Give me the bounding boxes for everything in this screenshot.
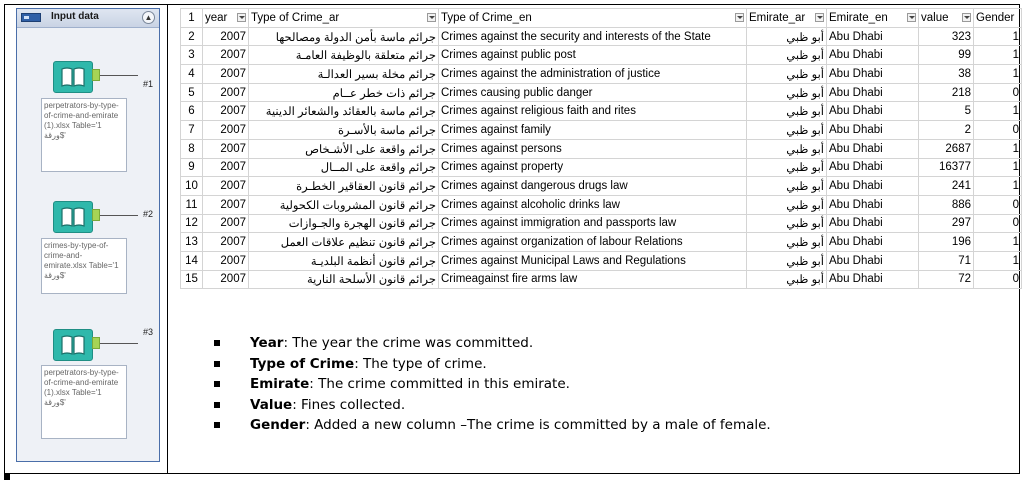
cell-type-en[interactable]: Crimes against Municipal Laws and Regulations: [439, 251, 747, 270]
cell-emirate-en[interactable]: Abu Dhabi: [827, 27, 919, 46]
cell-emirate-ar[interactable]: أبو ظبي: [747, 102, 827, 121]
table-row: [181, 270, 1022, 289]
cell-type-en[interactable]: Crimes causing public danger: [439, 83, 747, 102]
cell-emirate-ar[interactable]: أبو ظبي: [747, 46, 827, 65]
header-gender[interactable]: Gender: [974, 9, 1022, 28]
header-emirate-en[interactable]: [827, 9, 919, 28]
note-item: [210, 354, 771, 375]
container-header[interactable]: [17, 9, 159, 28]
cell-year[interactable]: 2007: [203, 270, 249, 289]
cell-emirate-ar[interactable]: أبو ظبي: [747, 158, 827, 177]
cell-emirate-ar[interactable]: أبو ظبي: [747, 195, 827, 214]
cell-value[interactable]: 241: [919, 177, 974, 196]
table-row: [181, 27, 1022, 46]
cell-type-ar[interactable]: جرائم ماسة بأمن الدولة ومصالحها: [249, 27, 439, 46]
header-value[interactable]: [919, 9, 974, 28]
cell-type-en[interactable]: Crimes against religious faith and rites: [439, 102, 747, 121]
bullet-icon: [214, 340, 220, 346]
table-row: [181, 102, 1022, 121]
row-number[interactable]: 12: [181, 214, 203, 233]
tool-tag: #3: [143, 327, 154, 337]
note-description: : Fines collected.: [292, 396, 406, 413]
note-item: [210, 415, 771, 436]
cell-emirate-en[interactable]: Abu Dhabi: [827, 158, 919, 177]
cell-emirate-en[interactable]: Abu Dhabi: [827, 65, 919, 84]
cell-emirate-en[interactable]: Abu Dhabi: [827, 270, 919, 289]
row-number[interactable]: 1: [181, 9, 203, 28]
row-number[interactable]: 11: [181, 195, 203, 214]
cell-emirate-en[interactable]: Abu Dhabi: [827, 214, 919, 233]
chevron-up-icon: ▲: [144, 13, 153, 22]
note-description: : The year the crime was committed.: [283, 335, 534, 351]
cell-gender[interactable]: 1: [974, 233, 1022, 252]
table-row: [181, 251, 1022, 270]
bullet-icon: [214, 422, 220, 428]
row-number[interactable]: 4: [181, 65, 203, 84]
cell-type-ar[interactable]: جرائم قانون المشروبات الكحولية: [249, 195, 439, 214]
cell-type-en[interactable]: Crimes against the security and interests of the State: [439, 27, 747, 46]
cell-emirate-en[interactable]: Abu Dhabi: [827, 139, 919, 158]
cell-year[interactable]: 2007: [203, 139, 249, 158]
cell-value[interactable]: 2: [919, 121, 974, 140]
note-term: Type of Crime: [250, 355, 355, 372]
cell-type-en[interactable]: Crimes against organization of labour Relations: [439, 233, 747, 252]
cell-value[interactable]: 2687: [919, 139, 974, 158]
corner-mark: [4, 474, 10, 480]
filter-dropdown-icon[interactable]: [735, 13, 744, 22]
row-number[interactable]: 14: [181, 251, 203, 270]
bullet-icon: [214, 361, 220, 367]
cell-value[interactable]: 38: [919, 65, 974, 84]
cell-type-ar[interactable]: جرائم قانون العقاقير الخطـرة: [249, 177, 439, 196]
cell-type-ar[interactable]: جرائم ماسة بالعقائد والشعائر الدينية: [249, 102, 439, 121]
cell-year[interactable]: 2007: [203, 83, 249, 102]
cell-emirate-en[interactable]: Abu Dhabi: [827, 233, 919, 252]
cell-emirate-en[interactable]: Abu Dhabi: [827, 177, 919, 196]
note-description: : The type of crime.: [354, 355, 487, 372]
table-row: [181, 121, 1022, 140]
cell-value[interactable]: 323: [919, 27, 974, 46]
cell-value[interactable]: 71: [919, 251, 974, 270]
row-number[interactable]: 7: [181, 121, 203, 140]
header-type-en[interactable]: [439, 9, 747, 28]
frame-divider: [167, 4, 168, 474]
cell-value[interactable]: 886: [919, 195, 974, 214]
cell-type-en[interactable]: Crimes against public post: [439, 46, 747, 65]
cell-gender[interactable]: 1: [974, 251, 1022, 270]
cell-year[interactable]: 2007: [203, 27, 249, 46]
header-label: Type of Crime_en: [441, 11, 532, 24]
header-label: Emirate_en: [829, 11, 888, 24]
table-row: [181, 195, 1022, 214]
cell-emirate-ar[interactable]: أبو ظبي: [747, 65, 827, 84]
collapse-button[interactable]: [142, 11, 155, 24]
cell-gender[interactable]: 0: [974, 270, 1022, 289]
cell-type-en[interactable]: Crimes against persons: [439, 139, 747, 158]
tool-tag: #1: [143, 79, 154, 89]
book-icon[interactable]: [53, 61, 93, 93]
cell-value[interactable]: 99: [919, 46, 974, 65]
cell-type-ar[interactable]: جرائم متعلقة بالوظيفة العامـة: [249, 46, 439, 65]
cell-type-ar[interactable]: جرائم واقعة على المــال: [249, 158, 439, 177]
cell-emirate-en[interactable]: Abu Dhabi: [827, 121, 919, 140]
cell-type-ar[interactable]: جرائم مخلة بسير العدالـة: [249, 65, 439, 84]
cell-type-ar[interactable]: جرائم ذات خطر عــام: [249, 83, 439, 102]
cell-gender[interactable]: 0: [974, 121, 1022, 140]
cell-type-en[interactable]: Crimes against dangerous drugs law: [439, 177, 747, 196]
note-term: Emirate: [250, 376, 310, 392]
cell-gender[interactable]: 1: [974, 65, 1022, 84]
cell-type-ar[interactable]: جرائم قانون تنظيم علاقات العمل: [249, 233, 439, 252]
table-row: [181, 214, 1022, 233]
table-row: [181, 177, 1022, 196]
header-emirate-ar[interactable]: [747, 9, 827, 28]
output-anchor[interactable]: [92, 69, 100, 81]
cell-gender[interactable]: 0: [974, 195, 1022, 214]
table-row: [181, 233, 1022, 252]
header-label: value: [921, 11, 949, 24]
cell-emirate-ar[interactable]: أبو ظبي: [747, 83, 827, 102]
tool-caption: perpetrators-by-type-of-crime-and-emirate (1).xlsx Table='1 ورقة$': [41, 98, 127, 172]
note-description: : Added a new column –The crime is committed by a male of female.: [305, 417, 771, 433]
filter-dropdown-icon[interactable]: [962, 13, 971, 22]
note-item: [210, 333, 771, 354]
cell-emirate-en[interactable]: Abu Dhabi: [827, 102, 919, 121]
bullet-icon: [214, 381, 220, 387]
cell-year[interactable]: 2007: [203, 195, 249, 214]
book-icon[interactable]: [53, 201, 93, 233]
cell-emirate-ar[interactable]: أبو ظبي: [747, 233, 827, 252]
filter-dropdown-icon[interactable]: [237, 13, 246, 22]
cell-year[interactable]: 2007: [203, 46, 249, 65]
header-year[interactable]: [203, 9, 249, 28]
book-icon[interactable]: [53, 329, 93, 361]
header-label: year: [205, 11, 228, 24]
cell-year[interactable]: 2007: [203, 214, 249, 233]
bullet-icon: [214, 402, 220, 408]
output-anchor[interactable]: [92, 337, 100, 349]
cell-type-ar[interactable]: جرائم ماسة بالأسـرة: [249, 121, 439, 140]
connection-line: [100, 343, 138, 344]
cell-value[interactable]: 218: [919, 83, 974, 102]
cell-gender[interactable]: 1: [974, 139, 1022, 158]
cell-year[interactable]: 2007: [203, 102, 249, 121]
cell-emirate-en[interactable]: Abu Dhabi: [827, 83, 919, 102]
cell-emirate-ar[interactable]: أبو ظبي: [747, 251, 827, 270]
cell-value[interactable]: 196: [919, 233, 974, 252]
cell-emirate-ar[interactable]: أبو ظبي: [747, 121, 827, 140]
cell-emirate-en[interactable]: Abu Dhabi: [827, 46, 919, 65]
cell-gender[interactable]: 0: [974, 214, 1022, 233]
header-type-ar[interactable]: [249, 9, 439, 28]
row-number[interactable]: 2: [181, 27, 203, 46]
cell-gender[interactable]: 1: [974, 158, 1022, 177]
tool-caption: crimes-by-type-of-crime-and-emirate.xlsx Table='1 ورقة$': [41, 238, 127, 294]
cell-type-en[interactable]: Crimes against property: [439, 158, 747, 177]
cell-gender[interactable]: 1: [974, 46, 1022, 65]
row-number[interactable]: 9: [181, 158, 203, 177]
cell-type-en[interactable]: Crimes against immigration and passports law: [439, 214, 747, 233]
filter-dropdown-icon[interactable]: [427, 13, 436, 22]
connection-line: [100, 75, 138, 76]
note-description: : The crime committed in this emirate.: [309, 376, 570, 392]
container-icon: [21, 13, 41, 22]
header-label: Type of Crime_ar: [251, 11, 340, 24]
cell-emirate-ar[interactable]: أبو ظبي: [747, 177, 827, 196]
header-label: Emirate_ar: [749, 11, 806, 24]
cell-emirate-ar[interactable]: أبو ظبي: [747, 139, 827, 158]
cell-type-en[interactable]: Crimes against family: [439, 121, 747, 140]
row-number[interactable]: 10: [181, 177, 203, 196]
cell-type-en[interactable]: Crimes against alcoholic drinks law: [439, 195, 747, 214]
cell-type-ar[interactable]: جرائم قانون أنظمة البلديـة: [249, 251, 439, 270]
table-row: [181, 65, 1022, 84]
tool-caption: perpetrators-by-type-of-crime-and-emirate (1).xlsx Table='1 ورقة$': [41, 365, 127, 439]
crime-data-sheet: [180, 8, 1022, 289]
container-title: Input data: [51, 11, 99, 22]
cell-gender[interactable]: 1: [974, 27, 1022, 46]
table-row: [181, 83, 1022, 102]
note-term: Gender: [250, 417, 306, 433]
note-item: [210, 374, 771, 395]
cell-year[interactable]: 2007: [203, 177, 249, 196]
cell-gender[interactable]: 1: [974, 102, 1022, 121]
filter-dropdown-icon[interactable]: [815, 13, 824, 22]
row-number[interactable]: 15: [181, 270, 203, 289]
cell-type-ar[interactable]: جرائم واقعة على الأشـخاص: [249, 139, 439, 158]
row-number[interactable]: 3: [181, 46, 203, 65]
cell-emirate-ar[interactable]: أبو ظبي: [747, 27, 827, 46]
row-number[interactable]: 8: [181, 139, 203, 158]
cell-year[interactable]: 2007: [203, 158, 249, 177]
tool-tag: #2: [143, 209, 154, 219]
cell-year[interactable]: 2007: [203, 65, 249, 84]
column-notes: [210, 333, 771, 436]
filter-dropdown-icon[interactable]: [907, 13, 916, 22]
note-term: Value: [250, 396, 293, 413]
cell-type-en[interactable]: Crimes against the administration of justice: [439, 65, 747, 84]
cell-value[interactable]: 72: [919, 270, 974, 289]
cell-type-ar[interactable]: جرائم قانون الهجرة والجـوازات: [249, 214, 439, 233]
cell-gender[interactable]: 1: [974, 177, 1022, 196]
sheet-body: [181, 27, 1022, 289]
table-row: [181, 139, 1022, 158]
cell-emirate-en[interactable]: Abu Dhabi: [827, 251, 919, 270]
connection-line: [100, 215, 138, 216]
cell-year[interactable]: 2007: [203, 121, 249, 140]
table-row: [181, 46, 1022, 65]
input-data-container[interactable]: [16, 8, 160, 462]
cell-value[interactable]: 297: [919, 214, 974, 233]
cell-emirate-ar[interactable]: أبو ظبي: [747, 270, 827, 289]
row-number[interactable]: 6: [181, 102, 203, 121]
note-item: [210, 395, 771, 416]
header-row: [181, 9, 1022, 28]
row-number[interactable]: 5: [181, 83, 203, 102]
output-anchor[interactable]: [92, 209, 100, 221]
cell-emirate-en[interactable]: Abu Dhabi: [827, 195, 919, 214]
cell-value[interactable]: 16377: [919, 158, 974, 177]
cell-emirate-ar[interactable]: أبو ظبي: [747, 214, 827, 233]
cell-year[interactable]: 2007: [203, 233, 249, 252]
note-term: Year: [250, 335, 284, 351]
row-number[interactable]: 13: [181, 233, 203, 252]
cell-type-ar[interactable]: جرائم قانون الأسلحة النارية: [249, 270, 439, 289]
cell-value[interactable]: 5: [919, 102, 974, 121]
cell-gender[interactable]: 0: [974, 83, 1022, 102]
cell-year[interactable]: 2007: [203, 251, 249, 270]
cell-type-en[interactable]: Crimeagainst fire arms law: [439, 270, 747, 289]
table-row: [181, 158, 1022, 177]
